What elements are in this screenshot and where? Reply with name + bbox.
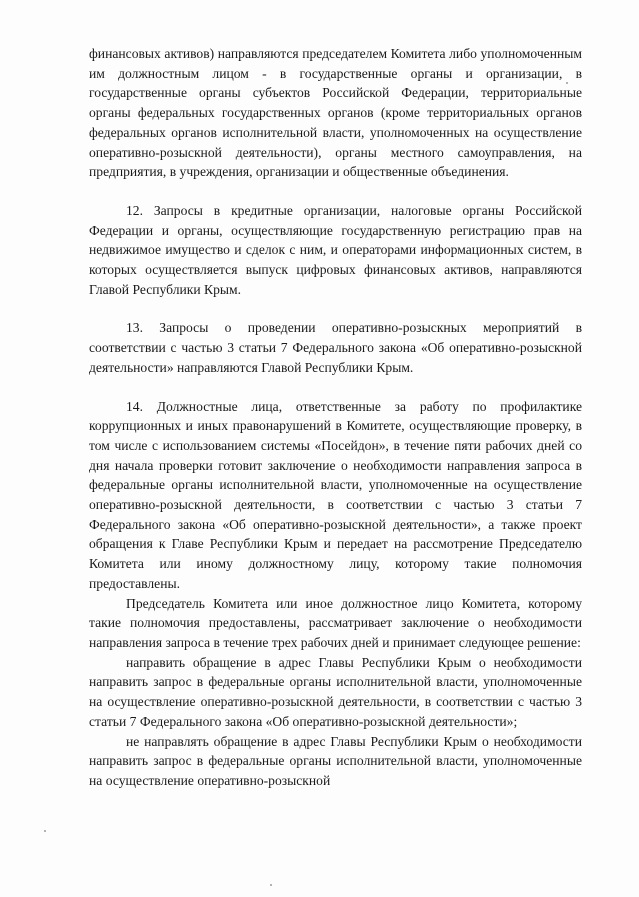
paragraph-chairman-decision: Председатель Комитета или иное должностное лицо Комитета, которому такие полномочия предоставлены, рассматривает заключение о необходимости направления запроса в течение трех рабочих дней и принимает следующее решение: [89, 595, 582, 650]
paragraph-gap [89, 378, 582, 397]
scan-speck [270, 884, 272, 886]
paragraph-13: 13. Запросы о проведении оперативно-розыскных мероприятий в соответствии с частью 3 статьи 7 Федерального закона «Об оперативно-розыскной деятельности» направляются Главой Республики Крым. [89, 320, 582, 375]
paragraph-12: 12. Запросы в кредитные организации, налоговые органы Российской Федерации и органы, осуществляющие государственную регистрацию прав на недвижимое имущество и сделок с ним, и операторами информационных систем, в которых осуществляется выпуск цифровых финансовых активов, направляются Главой Республики Крым. [89, 202, 582, 297]
paragraph-continuation: финансовых активов) направляются председателем Комитета либо уполномоченным им должностным лицом - в государственные органы и организации, в государственные органы субъектов Российской Федерации, территориальные органы федеральных государственных органов (кроме территориальных органов федеральных органов исполнительной власти, уполномоченных на осуществление оперативно-розыскной деятельности), органы местного самоуправления, на предприятия, в учреждения, организации и общественные объединения. [89, 46, 582, 180]
scan-speck [44, 830, 46, 832]
paragraph-14: 14. Должностные лица, ответственные за работу по профилактике коррупционных и иных правонарушений в Комитете, осуществляющие проверку, в том числе с использованием системы «Посейдон», в течение пяти рабочих дней со дня начала проверки готовит заключение о необходимости направления запроса в федеральные органы исполнительной власти, уполномоченные на осуществление оперативно-розыскной деятельности, в соответствии с частью 3 статьи 7 Федерального закона «Об оперативно-розыскной деятельности», а также проект обращения к Главе Республики Крым и передает на рассмотрение Председателю Комитета или иному должностному лицу, которому такие полномочия предоставлены. [89, 398, 582, 591]
paragraph-gap [89, 299, 582, 318]
paragraph-gap [89, 182, 582, 201]
document-body [89, 44, 582, 791]
paragraph-option-not-send: не направлять обращение в адрес Главы Республики Крым о необходимости направить запрос в федеральные органы исполнительной власти, уполномоченные на осуществление оперативно-розыскной [89, 733, 582, 788]
scan-speck [566, 82, 568, 84]
paragraph-option-send: направить обращение в адрес Главы Республики Крым о необходимости направить запрос в федеральные органы исполнительной власти, уполномоченные на осуществление оперативно-розыскной деятельности, в соответствии с частью 3 статьи 7 Федерального закона «Об оперативно-розыскной деятельности»; [89, 654, 582, 729]
